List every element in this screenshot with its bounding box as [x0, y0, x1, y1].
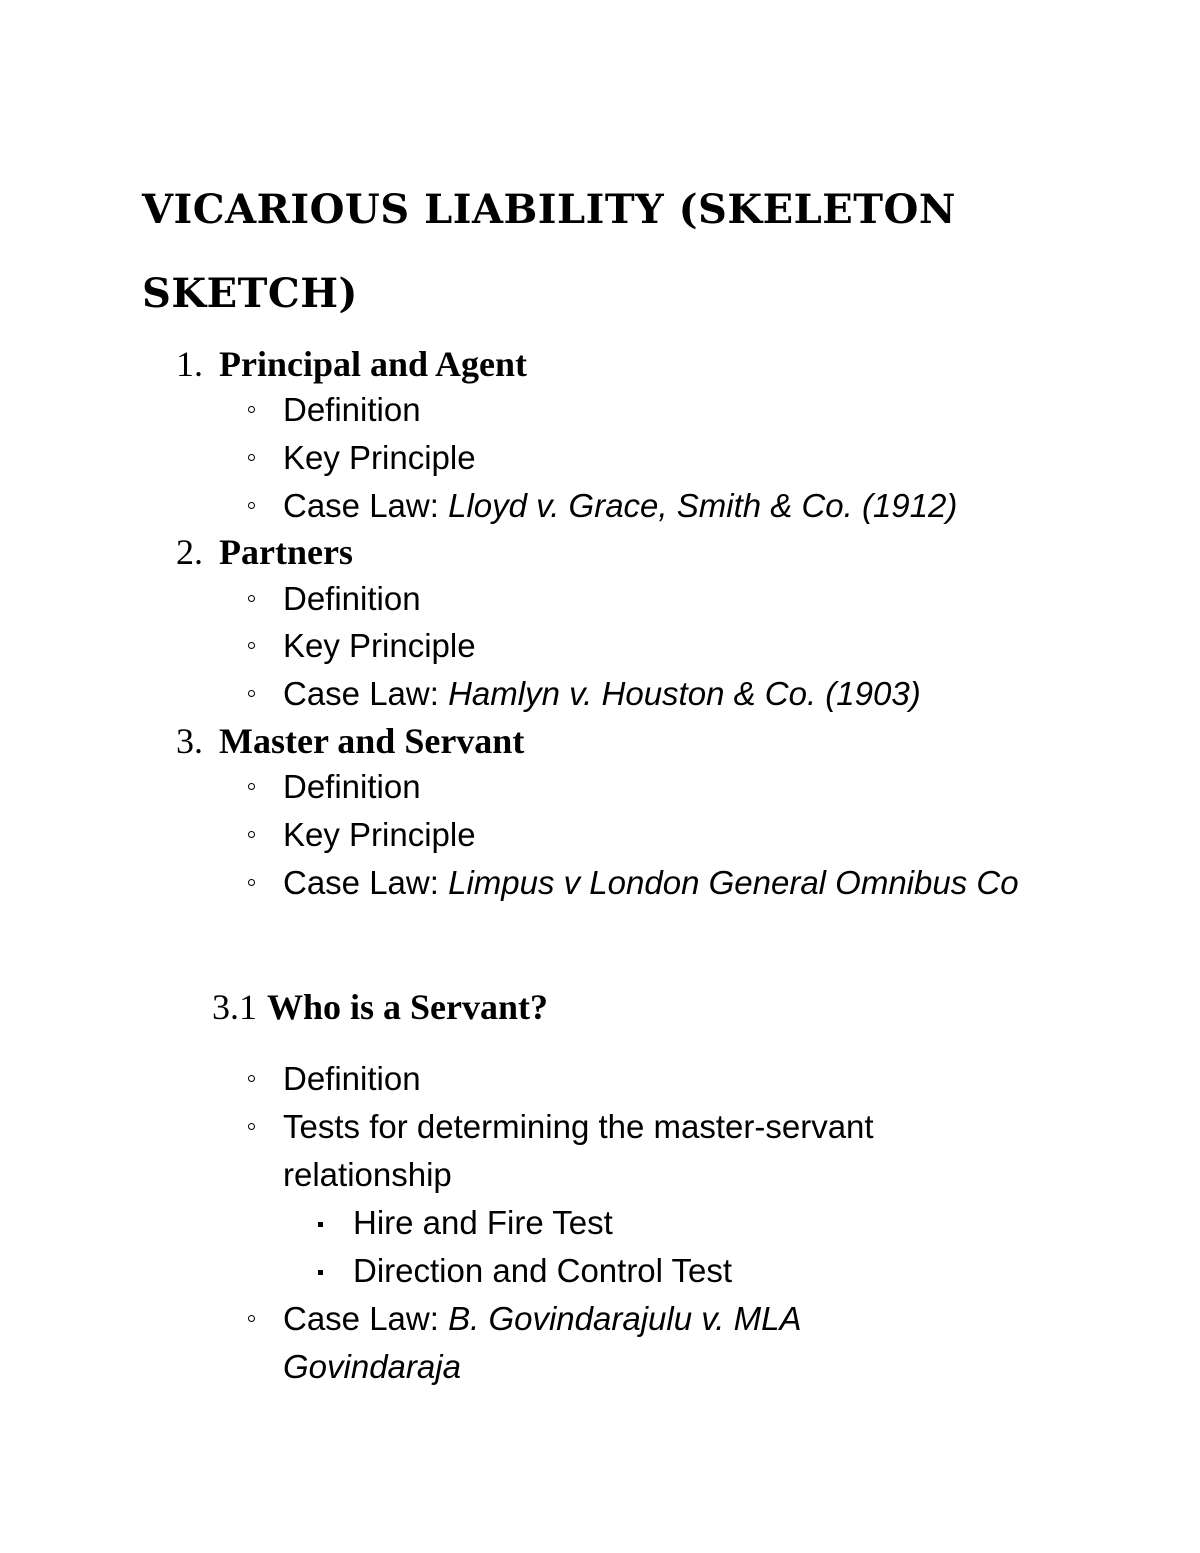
case-name: Hamlyn v. Houston & Co. (1903) — [448, 675, 921, 712]
case-name: Limpus v London General Omnibus Co — [448, 864, 1019, 901]
section-number: 3. — [176, 721, 203, 761]
hollow-circle-bullet-icon — [248, 406, 255, 413]
hollow-circle-bullet-icon — [248, 502, 255, 509]
section-title: Partners — [219, 532, 353, 572]
case-name: B. Govindarajulu v. MLA Govindaraja — [283, 1300, 801, 1385]
section-number: 2. — [176, 532, 203, 572]
document-title — [142, 168, 1002, 336]
case-law-label: Case Law: — [283, 1300, 449, 1337]
list-item-text: Definition — [283, 1060, 421, 1097]
list-item-text: Key Principle — [283, 439, 476, 476]
case-law-label: Case Law: — [283, 864, 449, 901]
nested-list-item-text: Hire and Fire Test — [353, 1204, 613, 1241]
list-item-text — [283, 482, 957, 530]
title-line-1: VICARIOUS LIABILITY (SKELETON — [142, 186, 956, 233]
section-title: Principal and Agent — [219, 344, 528, 384]
case-law-label: Case Law: — [283, 675, 449, 712]
hollow-circle-bullet-icon — [248, 1123, 255, 1130]
subsection-heading-who-is-servant — [212, 985, 548, 1029]
hollow-circle-bullet-icon — [248, 690, 255, 697]
section-heading-partners — [176, 530, 353, 574]
section-title: Master and Servant — [219, 721, 525, 761]
list-item-text — [283, 1295, 923, 1391]
case-law-label: Case Law: — [283, 487, 449, 524]
hollow-circle-bullet-icon — [248, 1075, 255, 1082]
section-heading-master-servant — [176, 719, 524, 763]
hollow-circle-bullet-icon — [248, 783, 255, 790]
hollow-circle-bullet-icon — [248, 642, 255, 649]
list-item-text — [283, 859, 1073, 907]
section-number: 1. — [176, 344, 203, 384]
subsection-number: 3.1 — [212, 987, 257, 1027]
hollow-circle-bullet-icon — [248, 595, 255, 602]
list-item-text: Definition — [283, 391, 421, 428]
hollow-circle-bullet-icon — [248, 454, 255, 461]
list-item-text: Definition — [283, 768, 421, 805]
list-item-text: Key Principle — [283, 816, 476, 853]
square-bullet-icon — [318, 1270, 323, 1275]
hollow-circle-bullet-icon — [248, 879, 255, 886]
list-item-text — [283, 670, 921, 718]
section-heading-principal-agent — [176, 342, 527, 386]
subsection-title: Who is a Servant? — [267, 987, 549, 1027]
case-name: Lloyd v. Grace, Smith & Co. (1912) — [448, 487, 958, 524]
list-item-text: Tests for determining the master-servant relationship — [283, 1108, 874, 1193]
square-bullet-icon — [318, 1222, 323, 1227]
list-item-text: Definition — [283, 580, 421, 617]
hollow-circle-bullet-icon — [248, 1315, 255, 1322]
title-line-2: SKETCH) — [142, 270, 358, 317]
hollow-circle-bullet-icon — [248, 831, 255, 838]
nested-list-item-text: Direction and Control Test — [353, 1252, 733, 1289]
list-item-text: Key Principle — [283, 627, 476, 664]
